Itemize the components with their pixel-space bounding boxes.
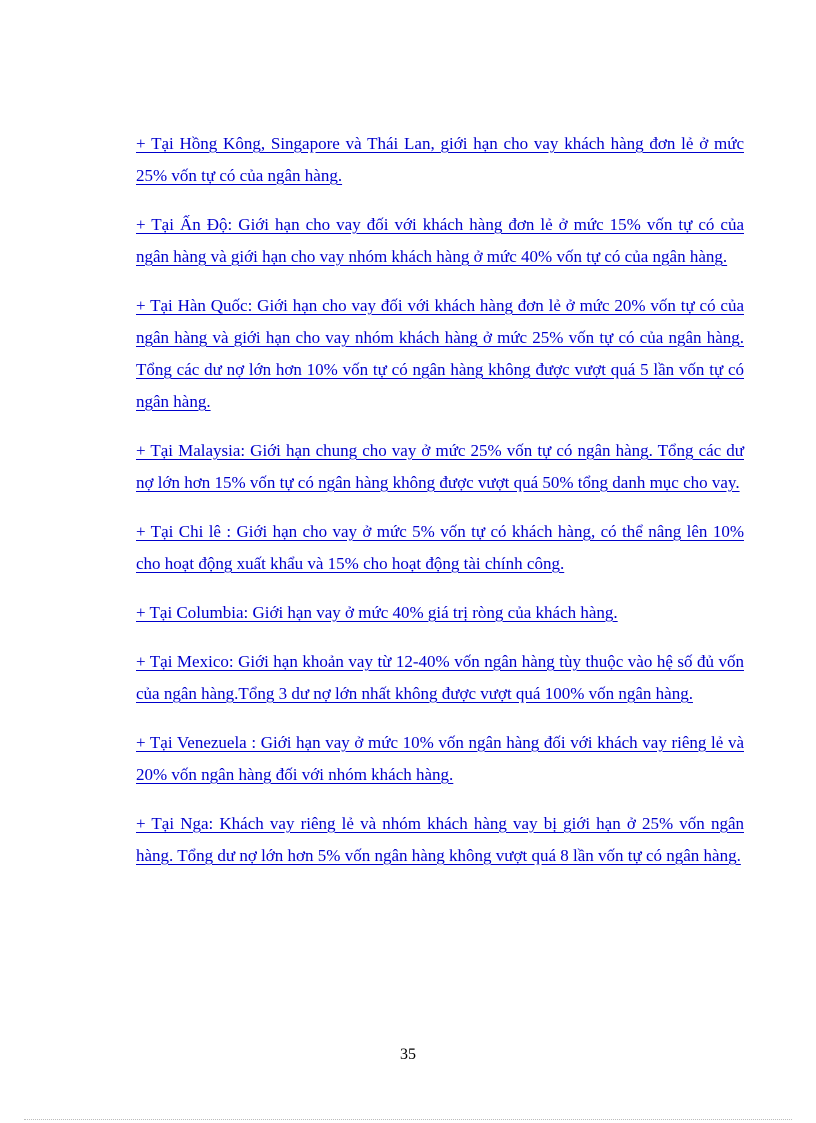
paragraph-hong-kong-singapore-thailand[interactable]: + Tại Hồng Kông, Singapore và Thái Lan, giới hạn cho vay khách hàng đơn lẻ ở mức 25% vốn tự có của ngân hàng. [136,134,744,185]
paragraph-mexico[interactable]: + Tại Mexico: Giới hạn khoản vay từ 12-40% vốn ngân hàng tùy thuộc vào hệ số đủ vốn của ngân hàng.Tổng 3 dư nợ lớn nhất không được vượt quá 100% vốn ngân hàng. [136,652,744,703]
page-number: 35 [400,1046,416,1063]
paragraph-korea[interactable]: + Tại Hàn Quốc: Giới hạn cho vay đối với khách hàng đơn lẻ ở mức 20% vốn tự có của ngân hàng và giới hạn cho vay nhóm khách hàng ở mức 25% vốn tự có của ngân hàng. Tổng các dư nợ lớn hơn 10% vốn tự có ngân hàng không được vượt quá 5 lần vốn tự có ngân hàng. [136,296,744,411]
paragraph-columbia[interactable]: + Tại Columbia: Giới hạn vay ở mức 40% giá trị ròng của khách hàng. [136,603,618,622]
paragraph-malaysia[interactable]: + Tại Malaysia: Giới hạn chung cho vay ở mức 25% vốn tự có ngân hàng. Tổng các dư nợ lớn hơn 15% vốn tự có ngân hàng không được vượt quá 50% tổng danh mục cho vay. [136,441,744,492]
paragraph-russia[interactable]: + Tại Nga: Khách vay riêng lẻ và nhóm khách hàng vay bị giới hạn ở 25% vốn ngân hàng. Tổng dư nợ lớn hơn 5% vốn ngân hàng không vượt quá 8 lần vốn tự có ngân hàng. [136,814,744,865]
paragraph-india[interactable]: + Tại Ấn Độ: Giới hạn cho vay đối với khách hàng đơn lẻ ở mức 15% vốn tự có của ngân hàng và giới hạn cho vay nhóm khách hàng ở mức 40% vốn tự có của ngân hàng. [136,215,744,266]
page-bottom-divider [24,1119,792,1120]
document-body [136,128,744,889]
paragraph-chile[interactable]: + Tại Chi lê : Giới hạn cho vay ở mức 5% vốn tự có khách hàng, có thể nâng lên 10% cho hoạt động xuất khẩu và 15% cho hoạt động tài chính công. [136,522,744,573]
paragraph-venezuela[interactable]: + Tại Venezuela : Giới hạn vay ở mức 10% vốn ngân hàng đối với khách vay riêng lẻ và 20% vốn ngân hàng đối với nhóm khách hàng. [136,733,744,784]
